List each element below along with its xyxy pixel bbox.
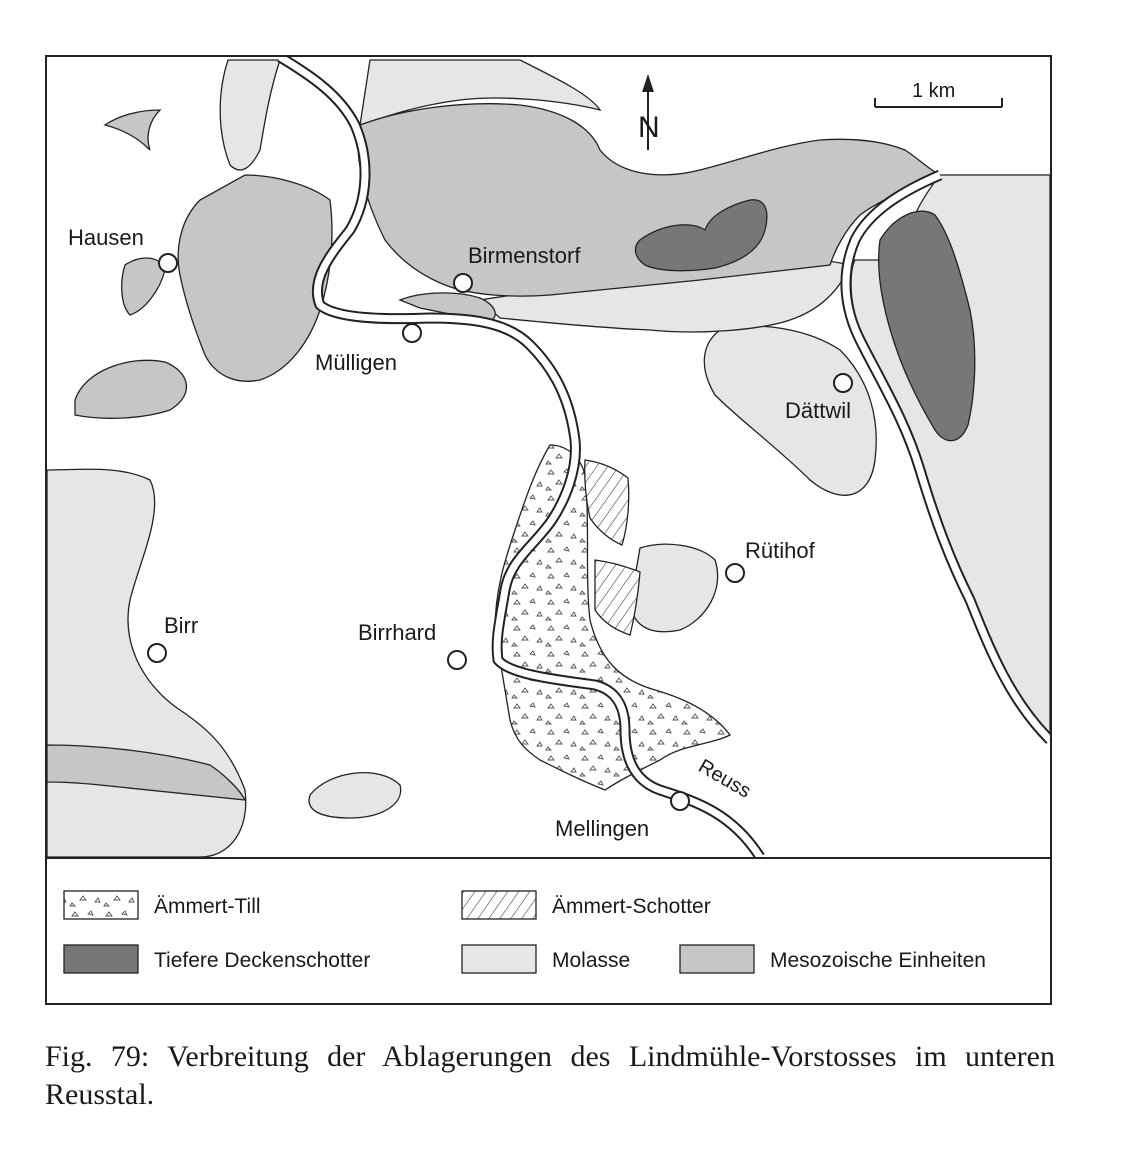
place-label-ruetihof: Rütihof [745, 538, 815, 563]
legend-label-mesozoic: Mesozoische Einheiten [770, 949, 986, 972]
place-label-mellingen: Mellingen [555, 816, 650, 841]
birmenstorf-marker [454, 274, 472, 292]
figure-caption: Fig. 79: Verbreitung der Ablagerungen des Lindmühle-Vorstosses im unteren Reusstal. [45, 1040, 1055, 1111]
legend-label-schotter: Ämmert-Schotter [552, 895, 711, 918]
scale-bar-label: 1 km [912, 80, 956, 102]
mesozoic-area-hausen [178, 175, 332, 381]
mesozoic-area-northwest-spike [105, 110, 160, 150]
place-label-hausen: Hausen [68, 225, 144, 250]
north-arrow-icon [638, 74, 660, 150]
mesozoic-area-hausen-west [122, 258, 165, 315]
molasse-area-ruetihof [630, 544, 718, 632]
legend-label-molasse: Molasse [552, 949, 631, 972]
north-arrow-label: N [638, 111, 660, 144]
muelligen-marker [403, 324, 421, 342]
scale-bar [875, 80, 1002, 107]
aemmert-schotter-area-south [595, 560, 640, 635]
aemmert-schotter-area-north [585, 460, 629, 545]
legend [64, 891, 986, 973]
place-label-birr: Birr [164, 613, 199, 638]
molasse-area-birrhard-lens [309, 773, 401, 818]
ruetihof-marker [726, 564, 744, 582]
legend-label-till: Ämmert-Till [154, 895, 261, 918]
legend-swatch-molasse [462, 945, 536, 973]
river-label-reuss: Reuss [694, 755, 755, 803]
place-label-muelligen: Mülligen [315, 350, 397, 375]
place-label-birrhard: Birrhard [358, 620, 437, 645]
birrhard-marker [448, 651, 466, 669]
mesozoic-area-west-lens [75, 360, 186, 418]
legend-swatch-schotter [462, 891, 536, 919]
hausen-marker [159, 254, 177, 272]
place-label-daettwil: Dättwil [785, 398, 852, 423]
mellingen-marker [671, 792, 689, 810]
place-label-birmenstorf: Birmenstorf [468, 243, 581, 268]
birr-marker [148, 644, 166, 662]
molasse-area-west [47, 469, 246, 857]
legend-label-deckenschotter: Tiefere Deckenschotter [154, 949, 371, 972]
daettwil-marker [834, 374, 852, 392]
legend-swatch-till [64, 891, 138, 919]
legend-swatch-deckenschotter [64, 945, 138, 973]
legend-swatch-mesozoic [680, 945, 754, 973]
molasse-area-northwest-top [220, 60, 280, 170]
